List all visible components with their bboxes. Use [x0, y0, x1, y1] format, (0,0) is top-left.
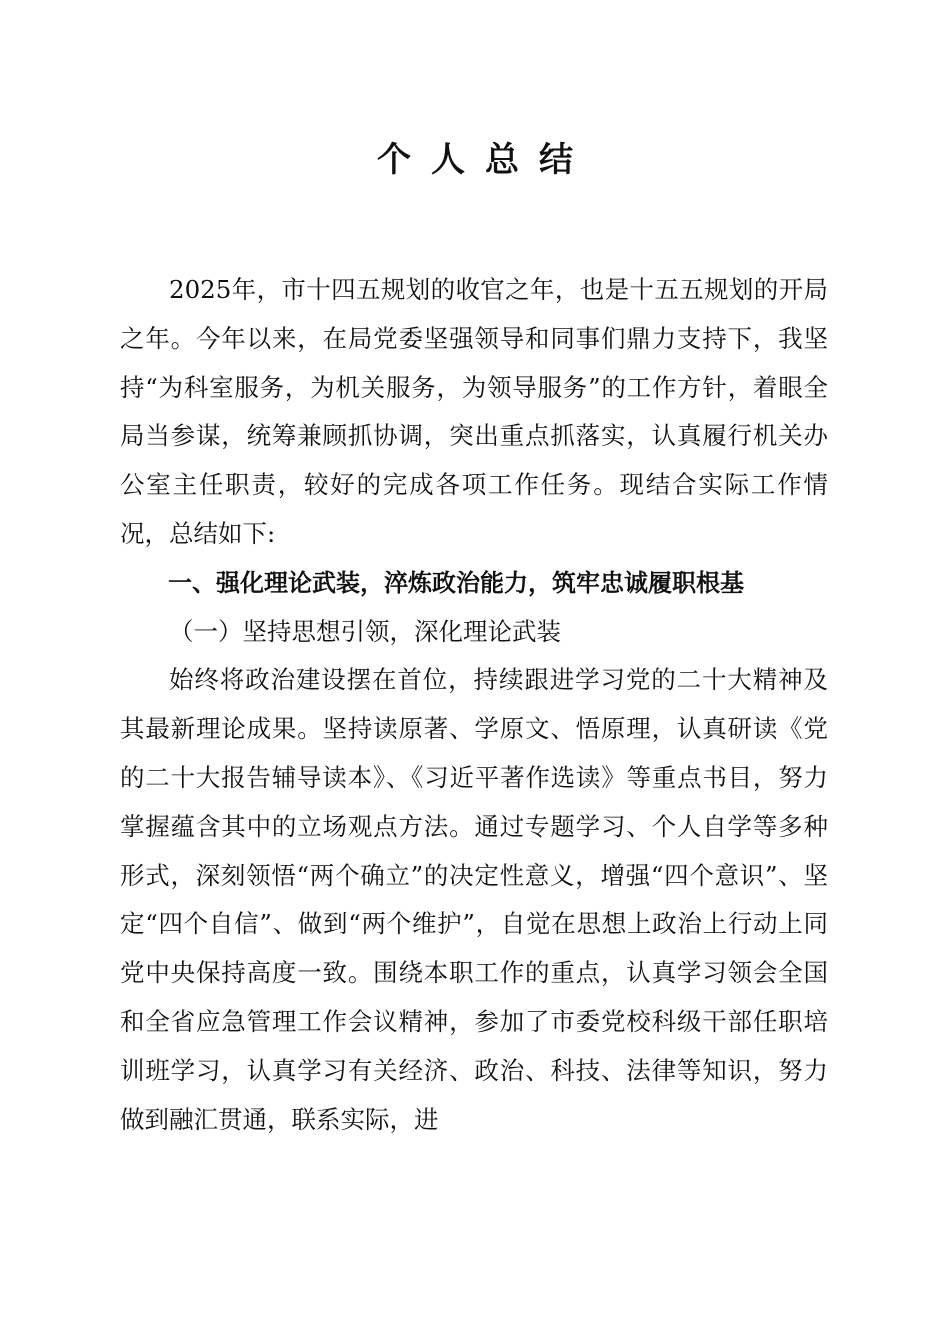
intro-paragraph: 2025年，市十四五规划的收官之年，也是十五五规划的开局之年。今年以来，在局党委坚强领导和同事们鼎力支持下，我坚持“为科室服务，为机关服务，为领导服务”的工作方针，着眼全局当参谋，统筹兼顾抓协调，突出重点抓落实，认真履行机关办公室主任职责，较好的完成各项工作任务。现结合实际工作情况，总结如下:: [120, 275, 828, 548]
subsection-paragraph: 始终将政治建设摆在首位，持续跟进学习党的二十大精神及其最新理论成果。坚持读原著、学原文、悟原理，认真研读《党的二十大报告辅导读本》、《习近平著作选读》等重点书目，努力掌握蕴含其中的立场观点方法。通过专题学习、个人自学等多种形式，深刻领悟“两个确立”的决定性意义，增强“四个意识”、坚定“四个自信”、做到“两个维护”，自觉在思想上政治上行动上同党中央保持高度一致。围绕本职工作的重点，认真学习领会全国和全省应急管理工作会议精神，参加了市委党校科级干部任职培训班学习，认真学习有关经济、政治、科技、法律等知识，努力做到融汇贯通，联系实际，进: [120, 665, 828, 1134]
document-title: 个人总结: [377, 140, 593, 180]
document-body: [120, 266, 828, 1144]
subsection-heading: （一）坚持思想引领，深化理论武装: [169, 616, 561, 646]
section-heading: 一、强化理论武装，淬炼政治能力，筑牢忠诚履职根基: [168, 568, 744, 597]
